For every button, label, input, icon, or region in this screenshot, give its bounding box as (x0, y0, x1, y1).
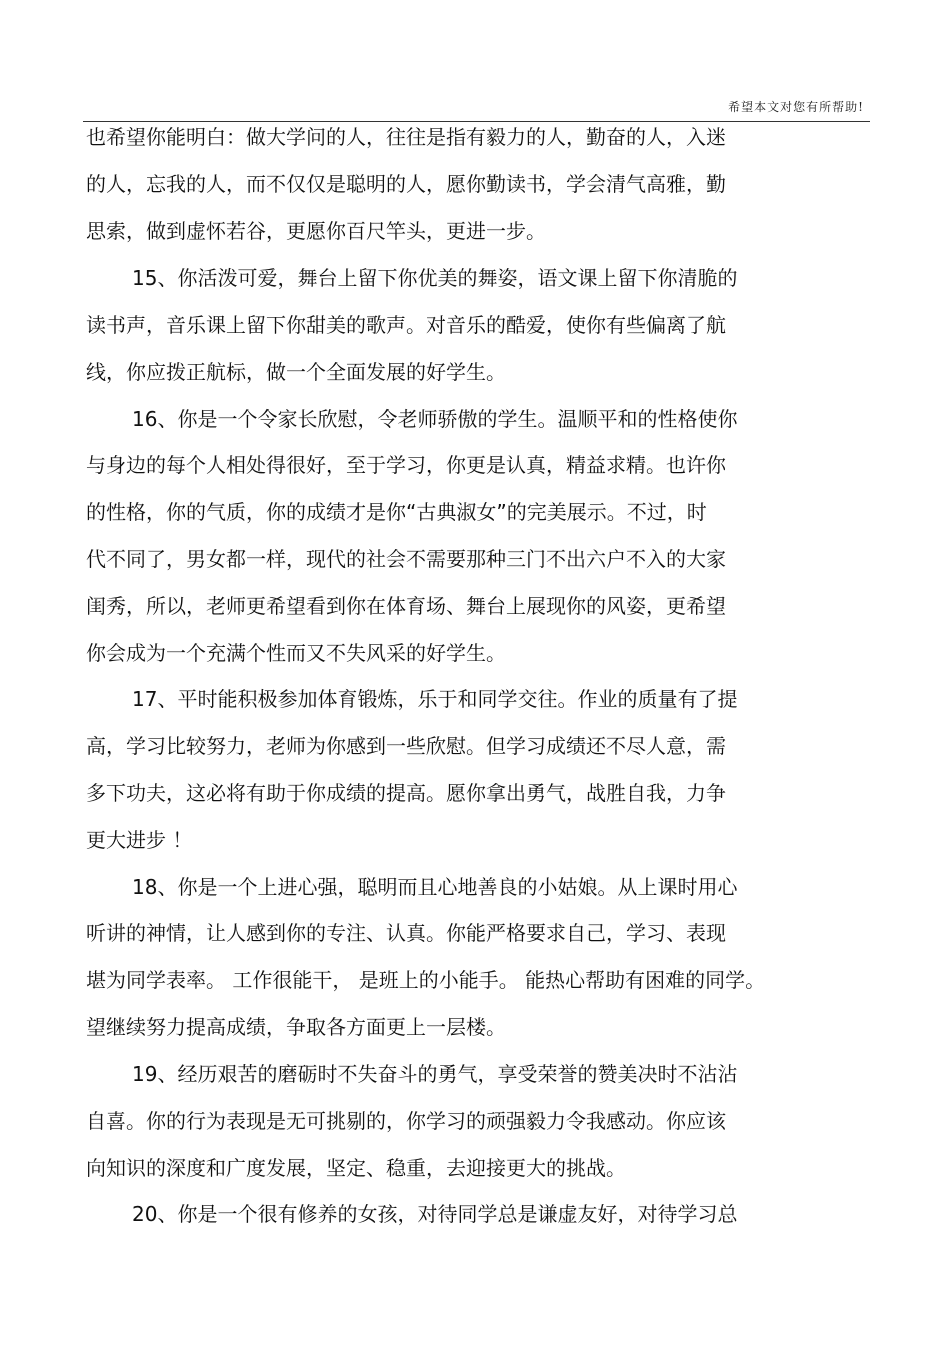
body-line: 代不同了，男女都一样，现代的社会不需要那种三门不出六户不入的大家 (86, 547, 726, 571)
body-line: 也希望你能明白：做大学问的人，往往是指有毅力的人，勤奋的人，入迷 (86, 125, 726, 149)
header-divider (83, 121, 870, 122)
body-line: 与身边的每个人相处得很好，至于学习，你更是认真，精益求精。也许你 (86, 453, 726, 477)
body-line: 多下功夫，这必将有助于你成绩的提高。愿你拿出勇气，战胜自我，力争 (86, 781, 726, 805)
body-line: 你会成为一个充满个性而又不失风采的好学生。 (86, 641, 506, 665)
body-line: 自喜。你的行为表现是无可挑剔的，你学习的顽强毅力令我感动。你应该 (86, 1109, 726, 1133)
body-line: 高，学习比较努力，老师为你感到一些欣慰。但学习成绩还不尽人意，需 (86, 734, 726, 758)
body-line: 20、你是一个很有修养的女孩，对待同学总是谦虚友好，对待学习总 (132, 1202, 738, 1226)
body-line: 的性格，你的气质，你的成绩才是你“古典淑女”的完美展示。不过，时 (86, 500, 707, 524)
body-line: 闺秀，所以，老师更希望看到你在体育场、舞台上展现你的风姿，更希望 (86, 594, 726, 618)
body-line: 的人，忘我的人，而不仅仅是聪明的人，愿你勤读书，学会清气高雅，勤 (86, 172, 726, 196)
body-line: 听讲的神情，让人感到你的专注、认真。你能严格要求自己，学习、表现 (86, 921, 726, 945)
body-line: 16、你是一个令家长欣慰，令老师骄傲的学生。温顺平和的性格使你 (132, 407, 738, 431)
body-line: 19、经历艰苦的磨砺时不失奋斗的勇气，享受荣誉的赞美决时不沾沾 (132, 1062, 738, 1086)
body-line: 线，你应拨正航标，做一个全面发展的好学生。 (86, 360, 506, 384)
header-note: 希望本文对您有所帮助! (728, 100, 864, 114)
body-line: 堪为同学表率。 工作很能干， 是班上的小能手。 能热心帮助有困难的同学。 (86, 968, 766, 992)
body-line: 向知识的深度和广度发展，坚定、稳重，去迎接更大的挑战。 (86, 1156, 626, 1180)
body-line: 思索，做到虚怀若谷，更愿你百尺竿头，更进一步。 (86, 219, 546, 243)
body-line: 18、你是一个上进心强，聪明而且心地善良的小姑娘。从上课时用心 (132, 875, 738, 899)
body-line: 更大进步 ！ (86, 828, 193, 852)
body-line: 17、平时能积极参加体育锻炼，乐于和同学交往。作业的质量有了提 (132, 687, 738, 711)
body-line: 望继续努力提高成绩，争取各方面更上一层楼。 (86, 1015, 506, 1039)
body-line: 15、你活泼可爱，舞台上留下你优美的舞姿，语文课上留下你清脆的 (132, 266, 738, 290)
body-line: 读书声，音乐课上留下你甜美的歌声。对音乐的酷爱，使你有些偏离了航 (86, 313, 726, 337)
